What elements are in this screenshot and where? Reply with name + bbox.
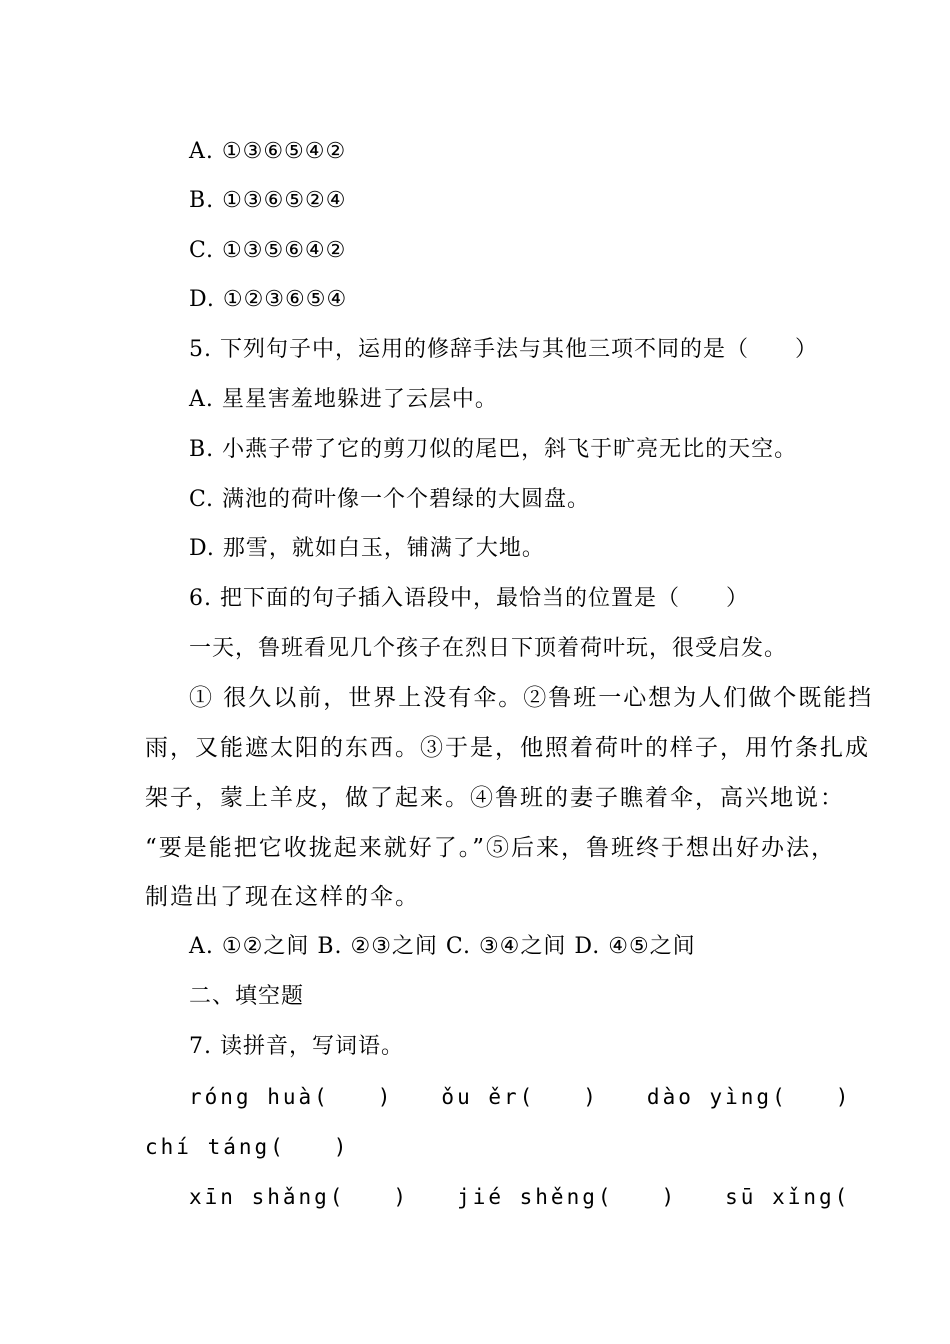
pinyin-line: xīn shǎng( ) jié shěng( ) sū xǐng(	[189, 1185, 851, 1209]
q6-passage-line: 雨，又能遮太阳的东西。③于是，他照着荷叶的样子，用竹条扎成	[145, 735, 870, 761]
q7-stem: 7. 读拼音，写词语。	[189, 1034, 404, 1059]
q4-option-d: D. ①②③⑥⑤④	[189, 287, 348, 312]
section-heading: 二、填空题	[189, 984, 305, 1009]
q6-options: A. ①②之间 B. ②③之间 C. ③④之间 D. ④⑤之间	[189, 934, 696, 959]
q6-stem: 6. 把下面的句子插入语段中，最恰当的位置是（ ）	[189, 586, 749, 611]
q6-passage-line: ① 很久以前，世界上没有伞。②鲁班一心想为人们做个既能挡	[189, 685, 874, 711]
q4-option-a: A. ①③⑥⑤④②	[189, 139, 347, 164]
q4-option-c: C. ①③⑤⑥④②	[189, 238, 347, 263]
q5-option-b: B. 小燕子带了它的剪刀似的尾巴，斜飞于旷亮无比的天空。	[189, 437, 798, 462]
q5-option-a: A. 星星害羞地躲进了云层中。	[189, 387, 498, 412]
q6-passage-line: 制造出了现在这样的伞。	[145, 884, 420, 910]
q5-stem: 5. 下列句子中，运用的修辞手法与其他三项不同的是（ ）	[189, 337, 818, 362]
pinyin-line: chí táng( )	[145, 1135, 350, 1159]
q6-passage-line: 架子，蒙上羊皮，做了起来。④鲁班的妻子瞧着伞，高兴地说：	[145, 785, 845, 811]
q6-passage-line: “要是能把它收拢起来就好了。”⑤后来，鲁班终于想出好办法，	[145, 835, 837, 861]
pinyin-line: róng huà( ) ǒu ěr( ) dào yìng( )	[189, 1085, 852, 1109]
q4-option-b: B. ①③⑥⑤②④	[189, 188, 347, 213]
q5-option-c: C. 满池的荷叶像一个个碧绿的大圆盘。	[189, 487, 591, 512]
q6-insert-sentence: 一天，鲁班看见几个孩子在烈日下顶着荷叶玩，很受启发。	[189, 636, 788, 661]
q5-option-d: D. 那雪，就如白玉，铺满了大地。	[189, 536, 545, 561]
